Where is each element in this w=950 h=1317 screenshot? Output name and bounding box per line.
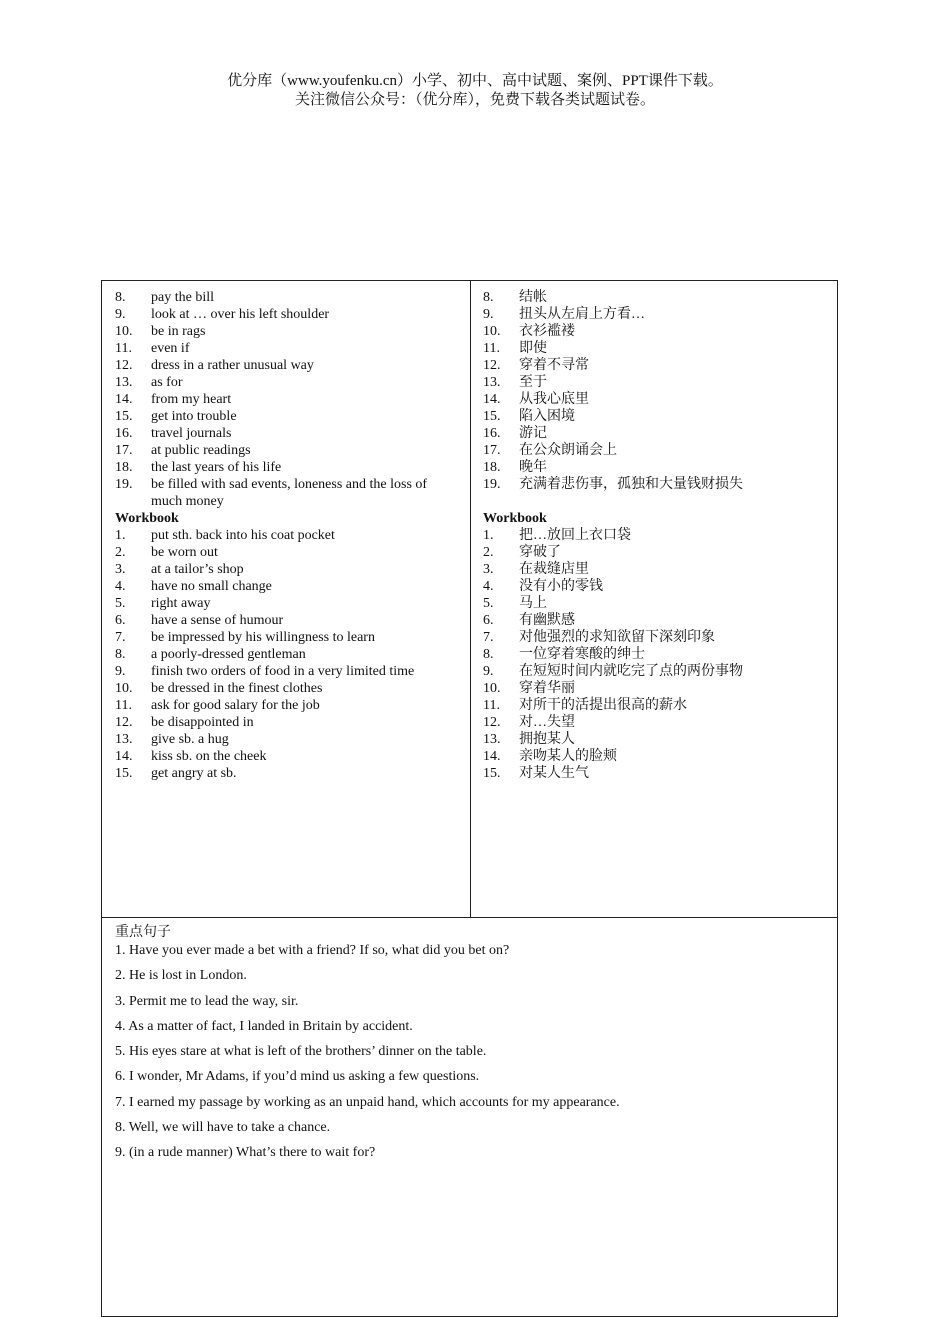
item-text: 把…放回上衣口袋: [519, 528, 631, 543]
english-workbook-phrase: [115, 680, 460, 697]
chinese-workbook-phrase: [483, 544, 828, 561]
column-divider: [470, 281, 471, 917]
chinese-workbook-phrase: [483, 629, 828, 646]
chinese-phrase: [483, 340, 828, 357]
english-workbook-phrase: [115, 629, 460, 646]
key-sentences-title: 重点句子: [115, 925, 171, 940]
page-header: [0, 72, 950, 110]
english-phrase: [115, 374, 460, 391]
item-number: 1.: [483, 528, 494, 543]
item-number: 9.: [115, 664, 126, 679]
item-number: 13.: [115, 375, 133, 390]
english-workbook-phrase: [115, 527, 460, 544]
item-text: kiss sb. on the cheek: [151, 749, 267, 764]
item-number: 11.: [483, 698, 500, 713]
item-text: 在短短时间内就吃完了点的两份事物: [519, 664, 743, 679]
english-workbook-phrase: [115, 765, 460, 782]
key-sentence: 1. Have you ever made a bet with a friend? If so, what did you bet on?: [115, 943, 510, 958]
item-text: even if: [151, 341, 190, 356]
item-number: 10.: [483, 324, 501, 339]
english-workbook-list: [115, 527, 460, 782]
key-sentence: 7. I earned my passage by working as an unpaid hand, which accounts for my appearance.: [115, 1094, 620, 1110]
item-number: 14.: [115, 392, 133, 407]
chinese-phrase: [483, 476, 828, 493]
item-number: 7.: [483, 630, 494, 645]
key-sentence: 9. (in a rude manner) What’s there to wait for?: [115, 1145, 376, 1161]
chinese-workbook-list: [483, 527, 828, 782]
row-divider: [102, 917, 837, 918]
chinese-column: [483, 289, 828, 782]
english-workbook-phrase: [115, 595, 460, 612]
chinese-phrase: [483, 306, 828, 323]
item-number: 6.: [115, 613, 126, 628]
item-text: 对所干的活提出很高的薪水: [519, 698, 687, 713]
item-text: 扭头从左肩上方看…: [519, 307, 645, 322]
key-sentence: 8. Well, we will have to take a chance.: [115, 1120, 331, 1136]
item-number: 15.: [115, 409, 133, 424]
item-number: 6.: [483, 613, 494, 628]
key-sentence: 6. I wonder, Mr Adams, if you’d mind us asking a few questions.: [115, 1069, 480, 1085]
item-number: 9.: [483, 664, 494, 679]
item-number: 4.: [115, 579, 126, 594]
chinese-phrase: [483, 408, 828, 425]
item-number: 8.: [115, 290, 126, 305]
item-number: 12.: [115, 715, 133, 730]
key-sentence: 2. He is lost in London.: [115, 968, 247, 984]
english-phrase-list: [115, 289, 460, 510]
chinese-phrase: [483, 425, 828, 442]
item-text: be dressed in the finest clothes: [151, 681, 323, 696]
item-text: 对他强烈的求知欲留下深刻印象: [519, 630, 715, 645]
item-number: 3.: [483, 562, 494, 577]
english-workbook-phrase: [115, 731, 460, 748]
item-number: 10.: [115, 324, 133, 339]
item-number: 17.: [483, 443, 501, 458]
chinese-workbook-phrase: [483, 578, 828, 595]
item-text: pay the bill: [151, 290, 214, 305]
item-text: put sth. back into his coat pocket: [151, 528, 335, 543]
item-text: 衣衫褴褛: [519, 324, 575, 339]
item-number: 16.: [115, 426, 133, 441]
english-phrase: [115, 408, 460, 425]
item-text: ask for good salary for the job: [151, 698, 320, 713]
english-phrase: [115, 391, 460, 408]
chinese-phrase: [483, 391, 828, 408]
item-number: 4.: [483, 579, 494, 594]
item-text: 晚年: [519, 460, 547, 475]
item-text: get into trouble: [151, 409, 237, 424]
chinese-workbook-phrase: [483, 595, 828, 612]
item-number: 13.: [115, 732, 133, 747]
item-text: the last years of his life: [151, 460, 282, 475]
item-text: 一位穿着寒酸的绅士: [519, 647, 645, 662]
chinese-workbook-phrase: [483, 731, 828, 748]
item-number: 8.: [483, 290, 494, 305]
english-phrase: [115, 289, 460, 306]
item-text: from my heart: [151, 392, 232, 407]
item-number: 5.: [115, 596, 126, 611]
item-text: 对某人生气: [519, 766, 589, 781]
item-number: 12.: [483, 715, 501, 730]
item-text: be in rags: [151, 324, 206, 339]
item-number: 11.: [115, 341, 132, 356]
item-text: a poorly-dressed gentleman: [151, 647, 306, 662]
english-workbook-phrase: [115, 561, 460, 578]
item-text: at a tailor’s shop: [151, 562, 244, 577]
item-number: 15.: [483, 409, 501, 424]
item-text: 对…失望: [519, 715, 575, 730]
english-phrase: [115, 442, 460, 459]
item-text: 有幽默感: [519, 613, 575, 628]
item-text: have no small change: [151, 579, 272, 594]
key-sentence: 5. His eyes stare at what is left of the brothers’ dinner on the table.: [115, 1044, 487, 1060]
item-text: 穿着不寻常: [519, 358, 589, 373]
key-sentences-section: [115, 924, 815, 1170]
english-workbook-phrase: [115, 697, 460, 714]
english-phrase: [115, 340, 460, 357]
item-text: be worn out: [151, 545, 218, 560]
english-phrase: [115, 476, 460, 510]
key-sentence-list: [115, 942, 815, 1162]
item-number: 16.: [483, 426, 501, 441]
english-workbook-heading: Workbook: [115, 511, 179, 526]
item-number: 18.: [483, 460, 501, 475]
item-text: get angry at sb.: [151, 766, 237, 781]
item-number: 8.: [483, 647, 494, 662]
header-line-2: 关注微信公众号：（优分库），免费下载各类试题试卷。: [294, 92, 655, 108]
chinese-workbook-phrase: [483, 765, 828, 782]
item-text: 从我心底里: [519, 392, 589, 407]
item-number: 3.: [115, 562, 126, 577]
item-number: 12.: [115, 358, 133, 373]
item-number: 9.: [483, 307, 494, 322]
english-phrase: [115, 357, 460, 374]
item-text: 即使: [519, 341, 547, 356]
item-number: 7.: [115, 630, 126, 645]
item-number: 13.: [483, 375, 501, 390]
item-text: travel journals: [151, 426, 232, 441]
english-phrase: [115, 306, 460, 323]
english-workbook-phrase: [115, 578, 460, 595]
chinese-workbook-phrase: [483, 527, 828, 544]
item-text: finish two orders of food in a very limited time: [151, 664, 415, 679]
english-phrase: [115, 323, 460, 340]
chinese-workbook-phrase: [483, 748, 828, 765]
item-text: be filled with sad events, loneness and the loss of much money: [151, 477, 428, 509]
item-number: 17.: [115, 443, 133, 458]
item-text: 没有小的零钱: [519, 579, 603, 594]
chinese-workbook-phrase: [483, 714, 828, 731]
item-text: 充满着悲伤事，孤独和大量钱财损失: [519, 477, 743, 492]
english-phrase: [115, 425, 460, 442]
item-number: 14.: [115, 749, 133, 764]
key-sentence: 3. Permit me to lead the way, sir.: [115, 993, 299, 1009]
item-text: at public readings: [151, 443, 251, 458]
chinese-phrase: [483, 357, 828, 374]
item-number: 19.: [483, 477, 501, 492]
item-number: 15.: [115, 766, 133, 781]
item-number: 14.: [483, 749, 501, 764]
english-column: [115, 289, 460, 782]
vocabulary-table: [101, 280, 838, 1317]
item-number: 10.: [115, 681, 133, 696]
item-text: have a sense of humour: [151, 613, 284, 628]
item-text: 至于: [519, 375, 547, 390]
item-number: 2.: [483, 545, 494, 560]
item-text: be impressed by his willingness to learn: [151, 630, 375, 645]
chinese-workbook-heading: Workbook: [483, 511, 547, 526]
chinese-workbook-phrase: [483, 561, 828, 578]
item-text: as for: [151, 375, 183, 390]
item-text: give sb. a hug: [151, 732, 229, 747]
chinese-phrase: [483, 442, 828, 459]
chinese-workbook-phrase: [483, 612, 828, 629]
item-number: 13.: [483, 732, 501, 747]
chinese-workbook-phrase: [483, 697, 828, 714]
item-number: 19.: [115, 477, 133, 492]
item-number: 14.: [483, 392, 501, 407]
english-workbook-phrase: [115, 663, 460, 680]
english-phrase: [115, 459, 460, 476]
chinese-workbook-phrase: [483, 646, 828, 663]
header-line-1: 优分库（www.youfenku.cn）小学、初中、高中试题、案例、PPT课件下载。: [227, 73, 723, 89]
item-number: 18.: [115, 460, 133, 475]
item-number: 15.: [483, 766, 501, 781]
item-number: 12.: [483, 358, 501, 373]
spacer: [483, 493, 828, 510]
item-number: 11.: [483, 341, 500, 356]
item-text: dress in a rather unusual way: [151, 358, 314, 373]
chinese-phrase: [483, 323, 828, 340]
item-text: 陷入困境: [519, 409, 575, 424]
item-number: 10.: [483, 681, 501, 696]
chinese-workbook-phrase: [483, 663, 828, 680]
english-workbook-phrase: [115, 646, 460, 663]
english-workbook-phrase: [115, 544, 460, 561]
item-text: 拥抱某人: [519, 732, 575, 747]
item-text: 马上: [519, 596, 547, 611]
item-text: look at … over his left shoulder: [151, 307, 330, 322]
item-number: 1.: [115, 528, 126, 543]
english-workbook-phrase: [115, 714, 460, 731]
item-text: be disappointed in: [151, 715, 254, 730]
item-text: 在公众朗诵会上: [519, 443, 617, 458]
chinese-phrase: [483, 374, 828, 391]
item-number: 8.: [115, 647, 126, 662]
item-number: 9.: [115, 307, 126, 322]
item-text: right away: [151, 596, 211, 611]
item-number: 11.: [115, 698, 132, 713]
chinese-workbook-phrase: [483, 680, 828, 697]
key-sentence: 4. As a matter of fact, I landed in Britain by accident.: [115, 1018, 413, 1034]
item-number: 5.: [483, 596, 494, 611]
item-text: 穿破了: [519, 545, 561, 560]
english-workbook-phrase: [115, 612, 460, 629]
item-text: 亲吻某人的脸颊: [519, 749, 617, 764]
chinese-phrase: [483, 459, 828, 476]
item-text: 在裁缝店里: [519, 562, 589, 577]
item-number: 2.: [115, 545, 126, 560]
chinese-phrase: [483, 289, 828, 306]
chinese-phrase-list: [483, 289, 828, 493]
english-workbook-phrase: [115, 748, 460, 765]
item-text: 游记: [519, 426, 547, 441]
item-text: 结帐: [519, 290, 547, 305]
item-text: 穿着华丽: [519, 681, 575, 696]
